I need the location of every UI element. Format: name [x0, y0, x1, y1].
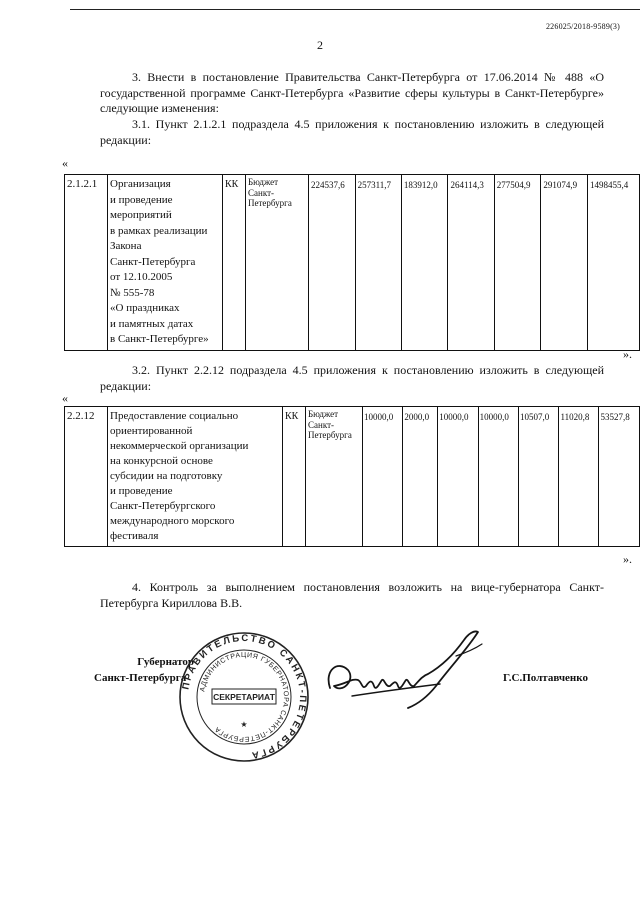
value-cell: 224537,6 — [309, 175, 356, 351]
item-code: 2.1.2.1 — [65, 175, 108, 351]
amendment-table-1 — [64, 174, 640, 351]
signatory-name: Г.С.Полтавченко — [503, 672, 588, 684]
handwritten-signature — [318, 626, 486, 718]
document-number: 226025/2018-9589(3) — [545, 22, 620, 31]
paragraph-3: 3. Внести в постановление Правительства Санкт-Петербурга от 17.06.2014 № 488 «О государственной программе Санкт-Петербурга «Развитие сферы культуры в Санкт-Петербурге» следующие изменения: — [100, 70, 604, 115]
value-cell: 183912,0 — [401, 175, 448, 351]
responsible-code: КК — [223, 175, 246, 351]
value-cell-total: 53527,8 — [599, 407, 640, 547]
amendment-table-2 — [64, 406, 640, 547]
value-cell: 277504,9 — [494, 175, 541, 351]
value-cell: 11020,8 — [559, 407, 599, 547]
responsible-code: КК — [283, 407, 306, 547]
seal-outer-text: ПРАВИТЕЛЬСТВО САНКТ-ПЕТЕРБУРГА — [180, 632, 309, 761]
funding-source: Бюджет Санкт-Петербурга — [306, 407, 363, 547]
value-cell: 291074,9 — [541, 175, 588, 351]
paragraph-3-1: 3.1. Пункт 2.1.2.1 подраздела 4.5 приложения к постановлению изложить в следующей редакции: — [100, 117, 604, 147]
closing-quote: ». — [623, 347, 632, 361]
value-cell: 257311,7 — [355, 175, 401, 351]
page-number: 2 — [317, 38, 323, 52]
value-cell: 10000,0 — [478, 407, 518, 547]
value-cell: 10000,0 — [363, 407, 403, 547]
signatory-title-line-1: Губернатор — [137, 656, 194, 668]
value-cell-total: 1498455,4 — [587, 175, 639, 351]
seal-inner-text: АДМИНИСТРАЦИЯ ГУБЕРНАТОРА САНКТ-ПЕТЕРБУРГА — [199, 651, 290, 743]
closing-quote: ». — [623, 552, 632, 566]
seal-center-text: СЕКРЕТАРИАТ — [213, 692, 275, 702]
table-row — [65, 175, 640, 351]
item-code: 2.2.12 — [65, 407, 108, 547]
paragraph-3-2: 3.2. Пункт 2.2.12 подраздела 4.5 приложения к постановлению изложить в следующей редакции: — [100, 363, 604, 393]
value-cell: 10507,0 — [519, 407, 559, 547]
official-seal — [178, 631, 310, 763]
item-name: Организация и проведение мероприятий в рамках реализации Закона Санкт-Петербурга от 12.10.2005 № 555-78 «О праздниках и памятных датах в Санкт-Петербурге» — [108, 175, 223, 351]
value-cell: 2000,0 — [403, 407, 438, 547]
opening-quote: « — [62, 156, 68, 170]
signatory-title-line-2: Санкт-Петербурга — [94, 672, 187, 684]
star-icon: ★ — [240, 720, 248, 729]
value-cell: 264114,3 — [448, 175, 494, 351]
paragraph-4: 4. Контроль за выполнением постановления возложить на вице-губернатора Санкт-Петербурга Кириллова В.В. — [100, 580, 604, 610]
opening-quote: « — [62, 391, 68, 405]
top-rule — [70, 9, 640, 10]
item-name: Предоставление социально ориентированной некоммерческой организации на конкурсной основе субсидии на подготовку и проведение Санкт-Петербургского международного морского фестиваля — [108, 407, 283, 547]
value-cell: 10000,0 — [438, 407, 478, 547]
table-row — [65, 407, 640, 547]
funding-source: Бюджет Санкт-Петербурга — [246, 175, 309, 351]
